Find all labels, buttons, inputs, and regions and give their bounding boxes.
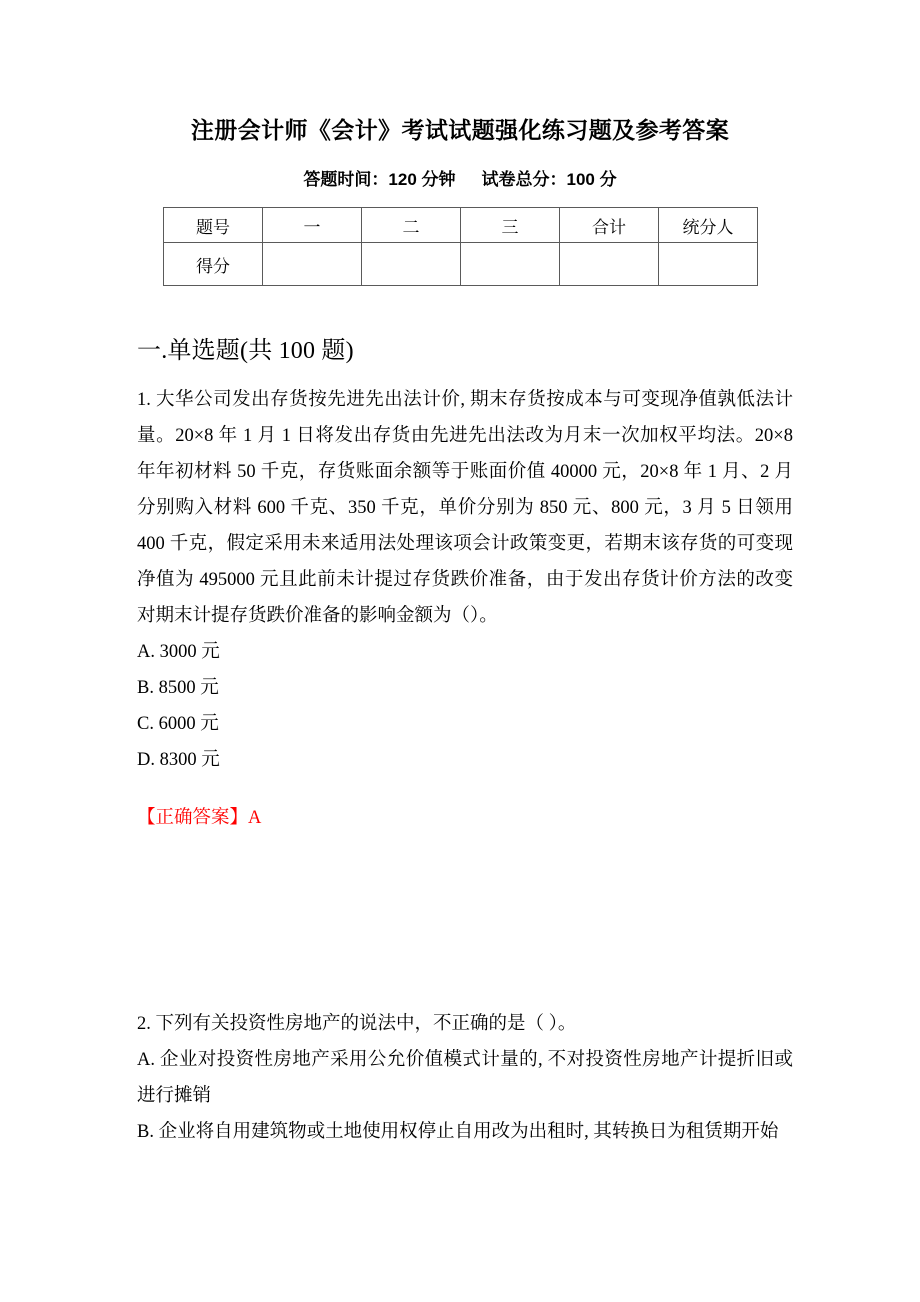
score-table [163, 207, 758, 286]
question-option[interactable]: D. 8300 元 [137, 750, 220, 770]
score-table-header-cell: 合计 [560, 208, 659, 243]
score-table-header-cell: 一 [263, 208, 362, 243]
score-table-header-cell: 题号 [164, 208, 263, 243]
section-heading: 一.单选题(共 100 题) [137, 338, 354, 364]
score-table-body-cell[interactable] [461, 243, 560, 286]
spacer [137, 836, 793, 1006]
exam-body [137, 334, 793, 1150]
table-row [164, 243, 758, 286]
score-table-body-cell[interactable] [659, 243, 758, 286]
total-score-label: 试卷总分：100 分 [481, 170, 617, 189]
question-stem: 1. 大华公司发出存货按先进先出法计价, 期末存货按成本与可变现净值孰低法计量。20×8 年 1 月 1 日将发出存货由先进先出法改为月末一次加权平均法。20×8 年年初材料 50 千克，存货账面余额等于账面价值 40000 元，20×8 年 1 月、2 月分别购入材料 600 千克、350 千克，单价分别为 850 元、800 元，3 月 5 日领用 400 千克，假定采用未来适用法处理该项会计政策变更，若期末该存货的可变现净值为 495000 元且此前未计提过存货跌价准备，由于发出存货计价方法的改变对期末计提存货跌价准备的影响金额为（）。 [137, 390, 793, 626]
spacer [137, 778, 793, 800]
question-option[interactable]: A. 3000 元 [137, 642, 220, 662]
table-row [164, 208, 758, 243]
score-table-body-cell[interactable] [263, 243, 362, 286]
question-option[interactable]: C. 6000 元 [137, 714, 219, 734]
question-option[interactable]: B. 企业将自用建筑物或土地使用权停止自用改为出租时, 其转换日为租赁期开始 [137, 1122, 779, 1142]
question-option[interactable]: A. 企业对投资性房地产采用公允价值模式计量的, 不对投资性房地产计提折旧或进行摊销 [137, 1050, 793, 1106]
score-table-body-cell[interactable] [560, 243, 659, 286]
correct-answer: 【正确答案】A [137, 808, 262, 828]
score-table-header-cell: 二 [362, 208, 461, 243]
score-table-body-cell: 得分 [164, 243, 263, 286]
score-table-header-cell: 三 [461, 208, 560, 243]
exam-meta-line [0, 168, 920, 192]
question-stem: 2. 下列有关投资性房地产的说法中，不正确的是（ ）。 [137, 1014, 577, 1034]
question-option[interactable]: B. 8500 元 [137, 678, 219, 698]
page-title: 注册会计师《会计》考试试题强化练习题及参考答案 [190, 117, 730, 143]
score-table-header-cell: 统分人 [659, 208, 758, 243]
score-table-body-cell[interactable] [362, 243, 461, 286]
exam-time-label: 答题时间：120 分钟 [303, 170, 456, 189]
